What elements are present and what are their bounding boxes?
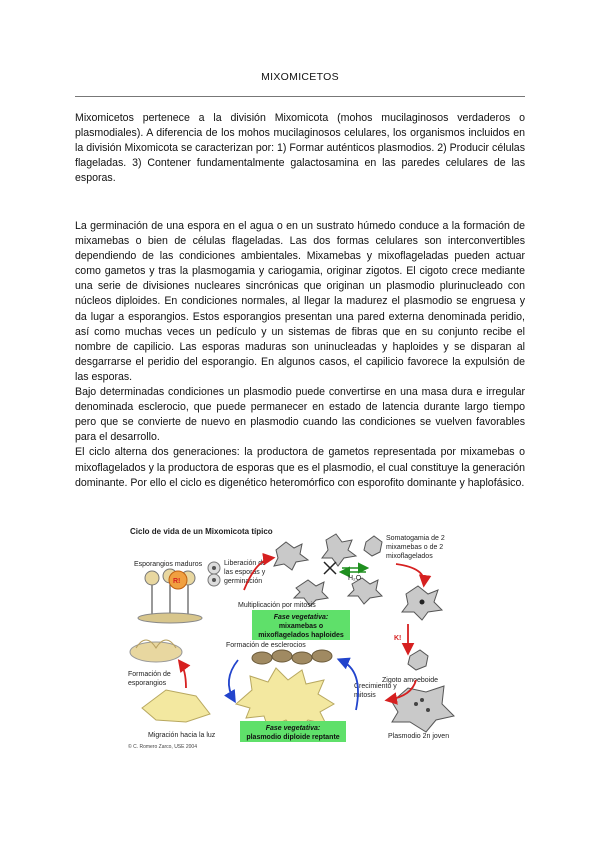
figure-credit: © C. Romero Zarco, USE 2004: [128, 744, 197, 750]
body-paragraph-3: El ciclo alterna dos generaciones: la productora de gametos representada por mixamebas o mixoflagelados y la productora de esporas que es el plasmodio, el cual constituye la generación dominante. Por ello el ciclo es digenético heteromórfico con esporofito dominante y haplofásico.: [75, 446, 525, 489]
x-mark-icon: [324, 562, 336, 574]
label-sporangia-formation-1: Formación de: [128, 671, 171, 678]
label-somatogamy-3: mixoflagelados: [386, 553, 433, 560]
migrating-plasmodium: [142, 690, 210, 722]
veg-haploid-1: Fase vegetativa:: [273, 614, 329, 621]
body-paragraph-2: Bajo determinadas condiciones un plasmodio puede convertirse en una masa dura e irregular denominada esclerocio, que puede permanecer en estado de latencia durante largo tiempo pero que se convierte de nuevo en plasmodio cuando las condiciones se vuelven favorables para el desarrollo.: [75, 386, 525, 444]
label-somatogamy-2: mixamebas o de 2: [386, 544, 444, 551]
veg-haploid-3: mixoflagelados haploides: [258, 632, 344, 639]
life-cycle-figure: [126, 520, 474, 750]
label-liberation-2: las esporas y: [224, 569, 266, 576]
veg-haploid-2: mixamebas o: [278, 623, 324, 630]
forming-sporangia: [130, 640, 182, 662]
label-growth-2: mitosis: [354, 692, 376, 699]
mixamoeba-top-2: [322, 534, 356, 566]
intro-paragraph: Mixomicetos pertenece a la división Mixomicota (mohos mucilaginosos verdaderos o plasmodiales). A diferencia de los mohos mucilaginosos celulares, los organismos incluidos en la división Mixomicota se caracterizan por: 1) Formar auténticos plasmodios. 2) Producir células flageladas. 3) Contener fundamentalmente galactosamina en las paredes celulares de las esporas.: [75, 112, 525, 185]
label-mature-sporangia: Esporangios maduros: [134, 561, 203, 568]
label-zygote: Zigoto amoeboide: [382, 677, 439, 684]
sporangium-1: [145, 571, 159, 585]
arrow-red-top: [396, 564, 424, 584]
figure-title: Ciclo de vida de un Mixomicota típico: [130, 527, 273, 536]
page-title: MIXOMICETOS: [261, 71, 339, 83]
label-liberation-3: germinación: [224, 578, 263, 585]
spore-cluster: [208, 562, 220, 586]
label-young-plasmodium: Plasmodio 2n joven: [388, 733, 450, 740]
label-mitosis-multiplication: Multiplicación por mitosis: [238, 602, 316, 609]
veg-diploid-1: Fase vegetativa:: [265, 725, 321, 732]
karyogamy-label: K!: [394, 635, 402, 642]
title-rule: [75, 96, 525, 97]
zygote-cell: [408, 650, 428, 670]
meiosis-label: R!: [173, 578, 181, 585]
somatogamy-cell: [364, 536, 382, 556]
arrow-red-to-sporangia: [180, 662, 186, 688]
body-text: [75, 219, 525, 491]
arrow-blue-from-sclerotia: [229, 660, 238, 700]
label-growth-1: Crecimiento y: [354, 683, 397, 690]
mixamoeba-top-1: [274, 542, 308, 570]
label-liberation-1: Liberación de: [224, 560, 267, 567]
mature-sporangia-group: [138, 569, 202, 623]
label-water: H₂O: [348, 575, 362, 582]
label-somatogamy-1: Somatogamia de 2: [386, 535, 445, 542]
young-plasmodium: [392, 686, 454, 732]
veg-diploid-2: plasmodio diploide reptante: [246, 734, 340, 741]
body-paragraph-1: La germinación de una espora en el agua o en un sustrato húmedo conduce a la formación de mixamebas o bien de células flageladas. Las dos formas celulares son interconvertibles dependiendo de las condiciones ambientales. Mixamebas y mixoflageladas pueden actuar como gametos y tras la plasmogamia y cariogamia, originar zigotos. El cigoto crece mediante una serie de divisiones nucleares sincrónicas que originan un plasmodio plurinucleado con núcleos diploides. En condiciones normales, al llegar la madurez el plasmodio se engruesa y da lugar a esporangios. Estos esporangios presentan una pared externa denominada peridio, así como muchas veces un pedículo y un sistemas de fibras que en su conjunto recibe el nombre de capilicio. Las esporas maduras son uninucleadas y haploides y se disparan al desgarrarse el peridio del esporangio. En algunos casos, el capilicio favorece la expulsión de las esporas.: [75, 220, 525, 383]
label-sporangia-formation-2: esporangios: [128, 680, 167, 687]
label-sclerotia: Formación de esclerocios: [226, 642, 306, 649]
sclerotia-group: [252, 650, 332, 664]
label-migration: Migración hacia la luz: [148, 732, 216, 739]
